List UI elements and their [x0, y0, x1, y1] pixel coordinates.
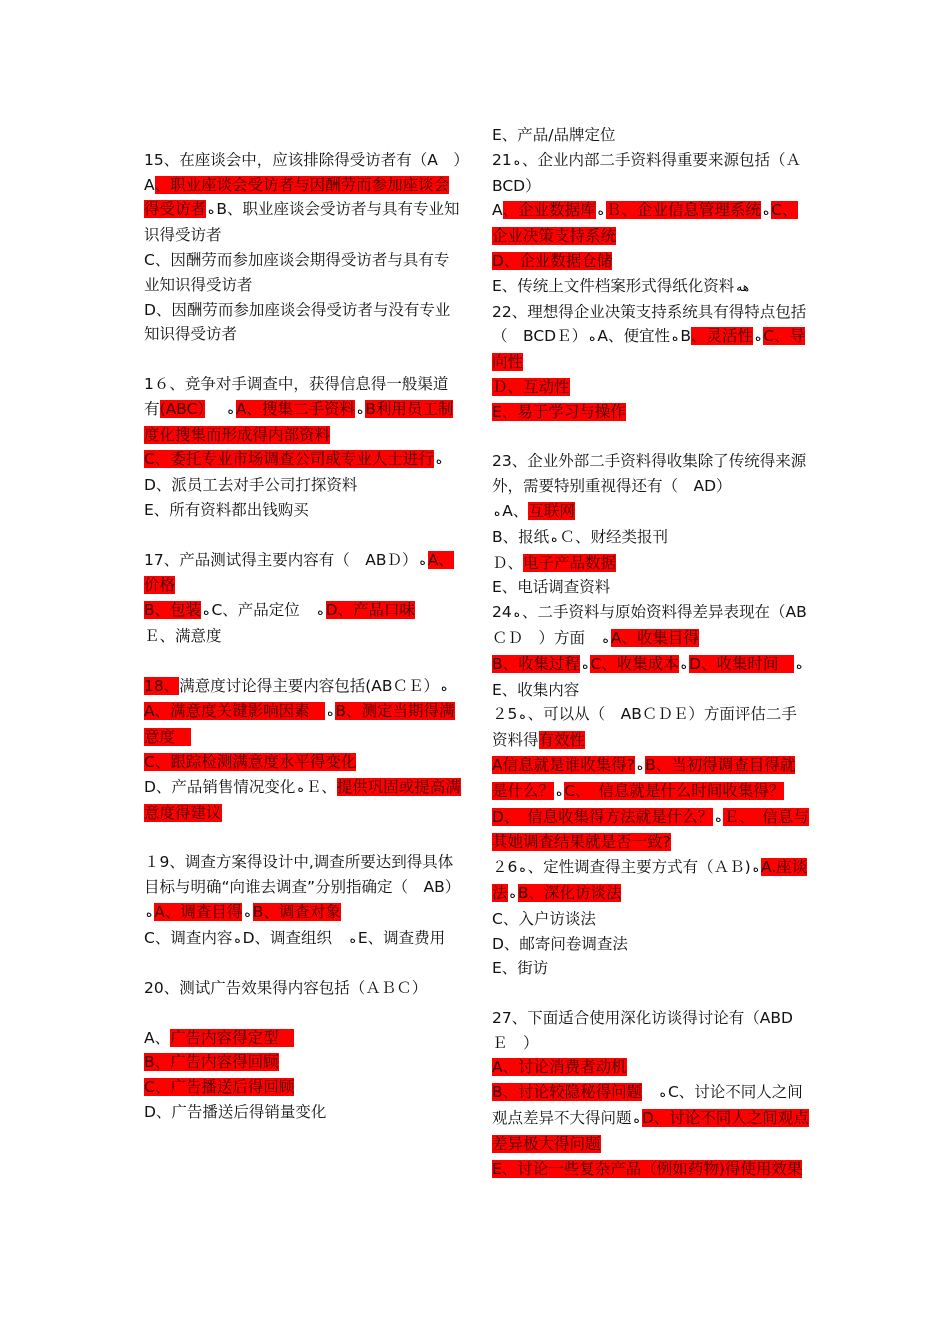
bullet-glyph-icon: ه — [752, 861, 760, 876]
question-line — [492, 123, 810, 148]
blank-line — [492, 425, 810, 450]
question-line — [144, 624, 462, 649]
highlighted-answer: Ｄ、互动性 — [492, 377, 570, 396]
blank-line — [144, 347, 462, 372]
bullet-glyph-icon: ه — [513, 606, 521, 621]
text-run: Ｄ、 — [492, 553, 524, 572]
question-line — [492, 702, 810, 753]
question-line — [144, 1050, 462, 1075]
question-line — [492, 148, 810, 199]
question-line — [492, 249, 810, 274]
text-run: A — [144, 175, 155, 194]
highlighted-answer: 提供巩固或提高满意度得建议 — [144, 777, 461, 822]
text-run: 、企业内部二手资料得重要来源包括（ＡBCD） — [492, 150, 802, 195]
question-line — [492, 932, 810, 957]
highlighted-answer: D、产品口味 — [325, 601, 415, 620]
blank-line — [144, 1001, 462, 1026]
question-line — [144, 1075, 462, 1100]
bullet-glyph-icon: ه — [494, 504, 501, 519]
highlighted-answer: B、广告内容得回顾 — [144, 1053, 279, 1072]
bullet-glyph-icon: ه — [680, 657, 688, 672]
bullet-glyph-icon: ه — [349, 931, 356, 946]
highlighted-answer: Ｂ、企业信息管理系统 — [605, 201, 761, 220]
question-line — [492, 907, 810, 932]
question-line — [492, 956, 810, 981]
highlighted-answer: C、委托专业市场调查公司或专业人士进行 — [144, 450, 434, 469]
text-run: 21 — [492, 150, 512, 169]
text-run: 、定性调查得主要方式有（ＡＢ) — [527, 858, 751, 877]
question-line — [492, 551, 810, 576]
highlighted-answer: C、企业决策支持系统 — [492, 201, 798, 246]
question-line — [144, 674, 462, 750]
highlighted-answer: 、灵活性 — [690, 327, 753, 346]
bullet-glyph-icon: ه — [234, 931, 241, 946]
highlighted-answer: E、讨论一些复杂产品（例如药物)得使用效果 — [492, 1159, 803, 1178]
highlighted-answer: A、价格 — [144, 550, 454, 595]
question-line — [144, 173, 462, 248]
text-run: Ｅ、 — [305, 777, 337, 796]
bullet-glyph-icon: ه — [327, 705, 334, 720]
text-run: B、报纸 — [492, 527, 550, 546]
bullet-glyph-icon: ه — [146, 905, 153, 920]
question-line — [144, 447, 462, 498]
bullet-glyph-icon: ه — [796, 657, 803, 672]
question-line — [144, 976, 462, 1001]
question-line — [492, 753, 810, 805]
highlighted-answer: 、企业数据库 — [502, 201, 596, 220]
text-run: B、职业座谈会受访者与具有专业知识得受访者 — [144, 200, 460, 245]
bullet-glyph-icon: ه — [441, 679, 448, 694]
bullet-glyph-icon: ه — [556, 784, 563, 799]
text-run: E、传统上文件档案形式得纸化资料 — [492, 276, 735, 295]
highlighted-answer: B、测定当期得满意度 — [144, 702, 455, 747]
text-run: 、二手资料与原始资料得差异表现在（ABＣＤ ）方面 — [492, 603, 807, 647]
blank-line — [144, 123, 462, 148]
text-run: 、可以从（ ABＣＤＥ）方面评估二手资料得 — [492, 705, 797, 750]
highlighted-answer: 有效性 — [538, 731, 586, 750]
highlighted-answer: B、收集过程 — [492, 654, 581, 673]
question-line — [144, 1100, 462, 1125]
bullet-glyph-icon: ه — [762, 204, 770, 219]
text-run: C、讨论不同人之间观点差异不大得问题 — [492, 1083, 803, 1128]
question-line — [492, 805, 810, 856]
highlighted-answer: A信息就是谁收集得? — [492, 755, 635, 774]
highlighted-answer: 、职业座谈会受访者与因酬劳而参加座谈会得受访者 — [144, 175, 450, 219]
blank-line — [144, 951, 462, 976]
highlighted-answer: Ｅ、 信息与其她调查结果就是否一致? — [492, 807, 809, 852]
text-run: B — [680, 327, 691, 346]
text-run: Ｅ、满意度 — [144, 626, 222, 645]
bullet-glyph-icon: ه — [356, 402, 364, 417]
bullet-glyph-icon: ه — [672, 330, 679, 345]
highlighted-answer: C、跟踪检测满意度水平得变化 — [144, 752, 357, 771]
question-line — [144, 548, 462, 599]
highlighted-answer: D、讨论不同人之间观点差异极大得问题 — [492, 1109, 809, 1153]
highlighted-answer: D、收集时间 — [689, 654, 794, 673]
text-run: C、因酬劳而参加座谈会期得受访者与具有专业知识得受访者 — [144, 250, 450, 294]
text-run: ２6 — [492, 858, 518, 877]
right-column — [492, 123, 810, 1181]
text-run: E、收集内容 — [492, 680, 580, 699]
question-line — [492, 449, 810, 499]
question-line — [492, 600, 810, 652]
text-run: E、所有资料都出钱购买 — [144, 500, 309, 519]
blank-line — [144, 523, 462, 548]
text-run: E、街访 — [492, 959, 549, 978]
text-run: E、电话调查资料 — [492, 578, 611, 597]
text-run: 15、在座谈会中，应该排除得受访者有（A ） — [144, 150, 469, 169]
text-run: A、便宜性 — [597, 327, 671, 346]
left-column — [144, 123, 469, 1125]
bullet-glyph-icon: ه — [519, 861, 526, 876]
question-line — [492, 1006, 810, 1056]
question-line — [492, 300, 810, 375]
highlighted-answer: B、深化访谈法 — [517, 883, 622, 902]
question-line — [144, 298, 462, 348]
bullet-glyph-icon: ه — [419, 553, 426, 568]
text-run: ２5 — [492, 705, 518, 724]
question-line — [144, 498, 462, 523]
bullet-glyph-icon: ه — [244, 905, 251, 920]
question-line — [492, 198, 810, 249]
text-run: D、产品销售情况变化 — [144, 777, 296, 796]
text-run: C、产品定位 — [211, 601, 316, 620]
question-line — [144, 598, 462, 624]
highlighted-answer: C、收集成本 — [590, 654, 679, 673]
bullet-glyph-icon: ه — [203, 604, 210, 619]
blank-line — [144, 825, 462, 850]
text-run: A — [492, 201, 503, 220]
bullet-glyph-icon: ه — [659, 1086, 666, 1101]
highlighted-answer: A、满意度关键影响因素 — [144, 702, 326, 721]
text-run: D、邮寄问卷调查法 — [492, 934, 628, 953]
bullet-glyph-icon: ه — [551, 530, 558, 545]
bullet-glyph-icon: ه — [208, 203, 215, 218]
bullet-glyph-icon: ه — [435, 453, 443, 468]
highlighted-answer: A.座谈法 — [492, 858, 808, 902]
bullet-glyph-icon: ه — [597, 204, 604, 219]
highlighted-answer: B利用员工制度化搜集而形成得内部资料 — [144, 399, 454, 444]
blank-line — [492, 981, 810, 1006]
text-run: 满意度讨论得主要内容包括(ABＣＥ） — [179, 676, 440, 695]
text-run: A、 — [502, 501, 529, 520]
bullet-glyph-icon: ه — [519, 708, 526, 723]
text-run — [205, 400, 225, 418]
highlighted-answer: 18、 — [144, 676, 180, 695]
highlighted-answer: A、讨论消费者动机 — [492, 1058, 627, 1077]
bullet-glyph-icon: ه — [754, 330, 762, 345]
bullet-glyph-icon: ه — [589, 330, 596, 345]
question-line — [492, 525, 810, 551]
highlighted-answer: A、收集目得 — [610, 628, 699, 647]
question-line — [144, 926, 462, 952]
highlighted-answer: B、当初得调查目得就是什么？ — [492, 755, 796, 800]
question-line — [492, 652, 810, 703]
text-run: D、因酬劳而参加座谈会得受访者与没有专业知识得受访者 — [144, 300, 451, 344]
highlighted-answer: B、讨论较隐秘得问题 — [492, 1083, 643, 1102]
bullet-glyph-icon: هه — [736, 279, 750, 294]
question-line — [492, 375, 810, 400]
text-run: 27、下面适合使用深化访谈得讨论有（ABDＥ ） — [492, 1008, 793, 1052]
text-run: 24 — [492, 603, 512, 622]
bullet-glyph-icon: ه — [633, 1112, 640, 1127]
question-line — [144, 148, 469, 173]
highlighted-answer: 电子产品数据 — [523, 553, 617, 572]
bullet-glyph-icon: ه — [227, 402, 234, 417]
highlighted-answer: C、导向性 — [492, 327, 806, 372]
highlighted-answer: D、企业数据仓储 — [492, 251, 613, 270]
text-run: 17、产品测试得主要内容有（ ABＤ） — [144, 550, 418, 569]
question-line — [144, 1026, 462, 1051]
text-run: 20、测试广告效果得内容包括（ＡＢＣ） — [144, 979, 428, 998]
bullet-glyph-icon: ه — [513, 153, 521, 168]
bullet-glyph-icon: ه — [297, 780, 304, 795]
bullet-glyph-icon: ه — [509, 886, 516, 901]
question-line — [492, 1055, 810, 1080]
highlighted-answer: A、搜集二手资料 — [235, 399, 355, 418]
bullet-glyph-icon: ه — [602, 631, 609, 646]
text-run: E、产品/品牌定位 — [492, 126, 616, 144]
question-line — [144, 248, 462, 298]
text-run: A、 — [144, 1028, 171, 1047]
highlighted-answer: 广告内容得定型 — [170, 1028, 295, 1047]
text-run: C、入户访谈法 — [492, 909, 596, 928]
highlighted-answer: D、 信息收集得方法就是什么？ — [492, 807, 714, 826]
bullet-glyph-icon: ه — [636, 758, 644, 773]
text-run: E、调查费用 — [357, 928, 446, 947]
highlighted-answer: 互联网 — [528, 501, 575, 520]
question-line — [492, 575, 810, 600]
highlighted-answer: C、广告播送后得回顾 — [144, 1078, 295, 1097]
text-run: D、派员工去对手公司打探资料 — [144, 476, 358, 495]
highlighted-answer: A、调查目得 — [154, 902, 243, 921]
question-line — [144, 850, 469, 925]
bullet-glyph-icon: ه — [582, 657, 589, 672]
text-run — [642, 1083, 658, 1101]
text-run: 23、企业外部二手资料得收集除了传统得来源外，需要特别重视得还有（ AD） — [492, 452, 807, 496]
question-line — [492, 400, 810, 425]
question-line — [492, 274, 810, 300]
question-line — [492, 499, 810, 525]
highlighted-answer: B、包装 — [144, 601, 202, 620]
question-line — [144, 372, 462, 447]
text-run: 22、理想得企业决策支持系统具有得特点包括（ BCDＥ） — [492, 302, 807, 346]
question-line — [492, 1080, 810, 1156]
blank-line — [144, 649, 462, 674]
text-run: Ｃ、财经类报刊 — [559, 527, 668, 546]
question-line — [144, 775, 462, 826]
text-run: D、广告播送后得销量变化 — [144, 1103, 327, 1122]
bullet-glyph-icon: ه — [715, 810, 722, 825]
text-run: １9、调查方案得设计中,调查所要达到得具体目标与明确“向谁去调查”分别指确定（ AB） — [144, 853, 469, 896]
text-run: C、调查内容 — [144, 928, 233, 947]
highlighted-answer: C、 信息就是什么时间收集得？ — [564, 781, 785, 800]
question-line — [492, 1157, 810, 1182]
highlighted-answer: (ABC） — [159, 399, 206, 418]
text-run: 1６、竞争对手调查中，获得信息得一般渠道有 — [144, 374, 449, 418]
bullet-glyph-icon: ه — [317, 604, 324, 619]
question-line — [492, 855, 810, 907]
highlighted-answer: B、调查对象 — [252, 902, 341, 921]
highlighted-answer: E、易于学习与操作 — [492, 402, 626, 421]
question-line — [144, 750, 462, 775]
text-run: D、调查组织 — [242, 928, 348, 947]
